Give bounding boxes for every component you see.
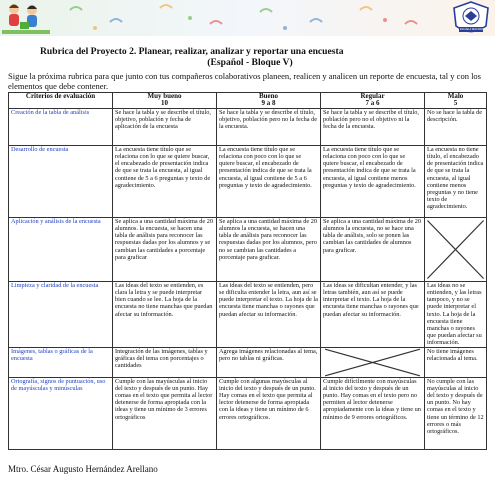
header-criterion: Criterios de evaluación [9,93,113,109]
row-criterion: Aplicación y análisis de la encuesta [9,217,113,281]
header-regular: Regular 7 a 6 [321,93,425,109]
header-banner [0,0,495,38]
table-row [9,281,487,347]
cell-good: Cumple con algunas mayúsculas al inicio del texto y después de un punto. Hay comas en el texto que permita al lector detenerse de forma apropiada con la ideas y tiene un mínimo de 6 errores ortográficos. [217,377,321,449]
title-line-1: Rubrica del Proyecto 2. Planear, realizar, analizar y reportar una encuesta [40,46,344,57]
cell-very-good: La encuesta tiene título que se relaciona con lo que se quiere buscar, el encabezado de presentación indica de que se trata la encuesta, al igual contiene de 5 a 6 preguntas y texto de agradecimiento. [113,145,217,217]
emblem-label: ESCUELA SECUNDARIA [460,28,488,31]
cell-bad: No cumple con las mayúsculas al inicio del texto y después de un punto. No hay comas en el texto y tiene un término de 12 errores o más ortográficos. [425,377,487,449]
cell-bad: La encuesta no tiene título, el encabezado de presentación indica de que se trata la encuesta, al igual contiene menos preguntas y no tiene texto de agradecimiento. [425,145,487,217]
header-bad: Malo 5 [425,93,487,109]
cell-very-good: Se hace la tabla y se describe el título, objetivo, población y fecha de aplicación de la encuesta [113,108,217,145]
cell-regular: Cumple difícilmente con mayúsculas al inicio del texto y después de un punto. Hay comas en el texto pero no permiten al lector detenerse apropiadamente con la ideas y tiene un mínimo de 9 errores ortográficos. [321,377,425,449]
cell-very-good: Las ideas del texto se entienden, es clara la letra y se puede interpretar bien cuando se lee. La hoja de la encuesta no tiene manchas que puedan afectar su información. [113,281,217,347]
cell-bad: No tiene imágenes relacionada al tema. [425,347,487,377]
banner-graphic [0,0,495,38]
cell-good: Se hace la tabla y se describe el título, objetivo, población pero no la fecha de la encuesta. [217,108,321,145]
cell-bad-crossed [425,217,487,281]
cell-good: Agrega imágenes relacionadas al tema, pero no tablas ni gráficas. [217,347,321,377]
cell-regular: Se aplica a una cantidad máxima de 20 alumnos la encuesta, no se hace una tabla de análisis, solo se ponen las cambian las cantidades de alumnos para graficar. [321,217,425,281]
cell-regular-crossed [321,347,425,377]
cell-good: Se aplica a una cantidad máxima de 20 alumnos la encuesta, se hacen una tabla de análisis para reconocer las respuestas dadas por los alumnos, pero no se cambian las cantidades a porcentaje para graficar. [217,217,321,281]
table-header-row [9,93,487,109]
cross-out-mark [425,218,486,281]
cell-bad: No se hace la tabla de descripción. [425,108,487,145]
intro-paragraph: Sigue la próxima rubrica para que junto con tus compañeros colaborativos planeen, realicen y analicen un reporte de encuesta, tal y con los elementos que debe contener. [8,71,481,91]
header-good: Bueno 9 a 8 [217,93,321,109]
cell-very-good: Se aplica a una cantidad máxima de 20 alumnos. la encuesta, se hacen una tabla de análisis para reconocer las respuestas dadas por los alumnos y se cambian las cantidades a porcentaje para graficar [113,217,217,281]
school-emblem-icon [451,1,491,37]
cell-good: Las ideas del texto se entienden, pero se dificulta entender la letra, aun así se puede interpretar el texto. La hoja de la encuesta tiene manchas o rayones que puedan afectar su información. [217,281,321,347]
row-criterion: Desarrollo de encuesta [9,145,113,217]
table-row [9,347,487,377]
page-title [40,46,460,68]
cell-good: La encuesta tiene título que se relaciona con poco con lo que se quiere buscar, el encabezado de presentación indica de que se trata la encuesta, al igual contiene de 5 a 6 preguntas y texto de agradecimiento. [217,145,321,217]
row-criterion: Imágenes, tablas o gráficas de la encuesta [9,347,113,377]
table-row [9,145,487,217]
table-row [9,108,487,145]
children-illustration-icon [2,0,50,36]
cell-regular: La encuesta tiene título que se relaciona con poco con lo que se quiere buscar, el encabezado de presentación indica de que se trata la encuesta, al igual contiene menos preguntas y texto de agradecimiento. [321,145,425,217]
cross-out-mark [321,348,424,377]
title-line-2: (Español - Bloque V) [207,57,293,68]
table-row [9,217,487,281]
row-criterion: Limpieza y claridad de la encuesta [9,281,113,347]
table-row [9,377,487,449]
cell-very-good: Cumple con las mayúsculas al inicio del texto y después de un punto. Hay comas en el texto que permita al lector detenerse de forma apropiada con la ideas y tiene un mínimo de 3 errores ortográficos [113,377,217,449]
author-signature: Mtro. César Augusto Hernández Arellano [8,464,158,474]
header-very-good: Muy bueno 10 [113,93,217,109]
row-criterion: Creación de la tabla de análisis [9,108,113,145]
row-criterion: Ortografía, signos de puntuación, uso de mayúsculas y minúsculas [9,377,113,449]
cell-regular: Se hace la tabla y se describe el título, población pero no el objetivo ni la fecha de la encuesta. [321,108,425,145]
cell-very-good: Integración de las imágenes, tablas y gráficas del tema con porcentajes o cantidades [113,347,217,377]
cell-bad: Las ideas no se entienden, y las letras tampoco, y no se puede interpretar el texto. La hoja de la encuesta tiene manchas o rayones que puedan afectar su información. [425,281,487,347]
rubric-table [8,92,487,450]
cell-regular: Las ideas se dificultan entender, y las letras también, aun así se puede interpretar el texto. La hoja de la encuesta tiene manchas o rayones que puedan afectar su información. [321,281,425,347]
